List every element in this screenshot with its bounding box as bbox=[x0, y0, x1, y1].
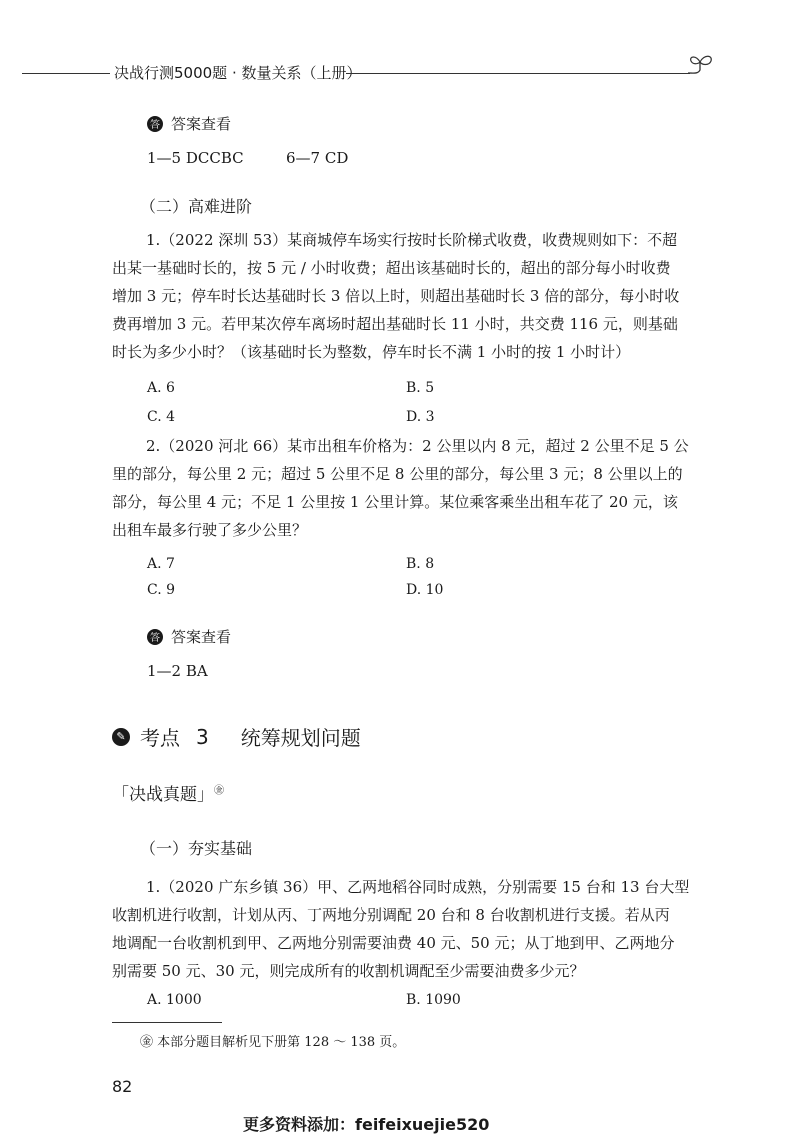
running-header-title: 决战行测5000题 · 数量关系（上册） bbox=[114, 64, 362, 82]
section-title-basic: （一）夯实基础 bbox=[140, 839, 253, 858]
footnote bbox=[140, 1031, 405, 1050]
q3-line-3: 地调配一台收割机到甲、乙两地分别需要油费 40 元、50 元；从丁地到甲、乙两地分 bbox=[112, 934, 675, 952]
answer-text-1b: 6—7 CD bbox=[286, 149, 349, 167]
q2-option-d: D. 10 bbox=[406, 582, 444, 598]
q1-line-3: 增加 3 元；停车时长达基础时长 3 倍以上时，则超出基础时长 3 倍的部分，每小时收 bbox=[112, 287, 680, 305]
q1-line-2: 出某一基础时长的，按 5 元 / 小时收费；超出该基础时长的，超出的部分每小时收费 bbox=[112, 259, 671, 277]
answer-badge-icon: 答 bbox=[147, 116, 163, 132]
pencil-icon: ✎ bbox=[112, 728, 130, 746]
answer-label: 答案查看 bbox=[171, 628, 232, 646]
answer-label: 答案查看 bbox=[171, 115, 232, 133]
q1-line-5: 时长为多少小时？（该基础时长为整数，停车时长不满 1 小时的按 1 小时计） bbox=[112, 343, 631, 361]
juezhan-title-text: 「决战真题」 bbox=[112, 785, 214, 805]
q2-line-1: 2.（2020 河北 66）某市出租车价格为：2 公里以内 8 元，超过 2 公里不足 5 公 bbox=[146, 437, 689, 455]
answer-text-1a: 1—5 DCCBC bbox=[147, 149, 244, 167]
q3-option-a: A. 1000 bbox=[147, 992, 202, 1008]
answer-header-2 bbox=[147, 626, 231, 647]
section-title-advanced: （二）高难进阶 bbox=[140, 197, 253, 216]
q2-line-3: 部分，每公里 4 元；不足 1 公里按 1 公里计算。某位乘客乘坐出租车花了 20 元，该 bbox=[112, 493, 678, 511]
answer-header-1 bbox=[147, 113, 231, 134]
kaodian-name: 统筹规划问题 bbox=[240, 726, 361, 750]
juezhan-title bbox=[112, 780, 224, 805]
answer-text-2: 1—2 BA bbox=[147, 662, 208, 680]
answer-badge-icon: 答 bbox=[147, 629, 163, 645]
question-3-stem bbox=[112, 873, 689, 985]
q1-line-1: 1.（2022 深圳 53）某商城停车场实行按时长阶梯式收费，收费规则如下：不超 bbox=[146, 231, 678, 249]
footer-promo-text: 更多资料添加：feifeixuejie520 bbox=[243, 1115, 490, 1134]
q3-option-b: B. 1090 bbox=[406, 992, 461, 1008]
question-1-stem bbox=[112, 226, 679, 366]
q1-option-c: C. 4 bbox=[147, 409, 176, 425]
q1-option-a: A. 6 bbox=[147, 380, 175, 396]
q1-option-d: D. 3 bbox=[406, 409, 435, 425]
footnote-mark: ㊎ bbox=[140, 1035, 154, 1050]
q3-line-4: 别需要 50 元、30 元，则完成所有的收割机调配至少需要油费多少元？ bbox=[112, 962, 585, 980]
kaodian-number: 3 bbox=[196, 724, 209, 749]
q2-option-a: A. 7 bbox=[147, 556, 175, 572]
footnote-rule bbox=[112, 1022, 222, 1023]
q1-option-b: B. 5 bbox=[406, 380, 435, 396]
q3-line-1: 1.（2020 广东乡镇 36）甲、乙两地稻谷同时成熟，分别需要 15 台和 13 台大型 bbox=[146, 878, 690, 896]
footnote-text: 本部分题目解析见下册第 128 ～ 138 页。 bbox=[157, 1035, 406, 1050]
kaodian-label: 考点 bbox=[140, 726, 180, 750]
q2-option-c: C. 9 bbox=[147, 582, 176, 598]
q1-line-4: 费再增加 3 元。若甲某次停车离场时超出基础时长 11 小时，共交费 116 元，则基础 bbox=[112, 315, 678, 333]
footnote-ref-mark: ㊎ bbox=[214, 785, 224, 797]
question-2-stem bbox=[112, 432, 689, 544]
q2-line-4: 出租车最多行驶了多少公里？ bbox=[112, 521, 308, 539]
header-rule-left bbox=[22, 73, 110, 74]
q2-option-b: B. 8 bbox=[406, 556, 435, 572]
q2-line-2: 里的部分，每公里 2 元；超过 5 公里不足 8 公里的部分，每公里 3 元；8 公里以上的 bbox=[112, 465, 683, 483]
header-rule-right bbox=[346, 73, 690, 74]
page-number: 82 bbox=[112, 1077, 133, 1096]
q3-line-2: 收割机进行收割，计划从丙、丁两地分别调配 20 台和 8 台收割机进行支援。若从丙 bbox=[112, 906, 670, 924]
sprout-icon bbox=[684, 52, 718, 82]
kaodian-heading bbox=[112, 722, 361, 751]
